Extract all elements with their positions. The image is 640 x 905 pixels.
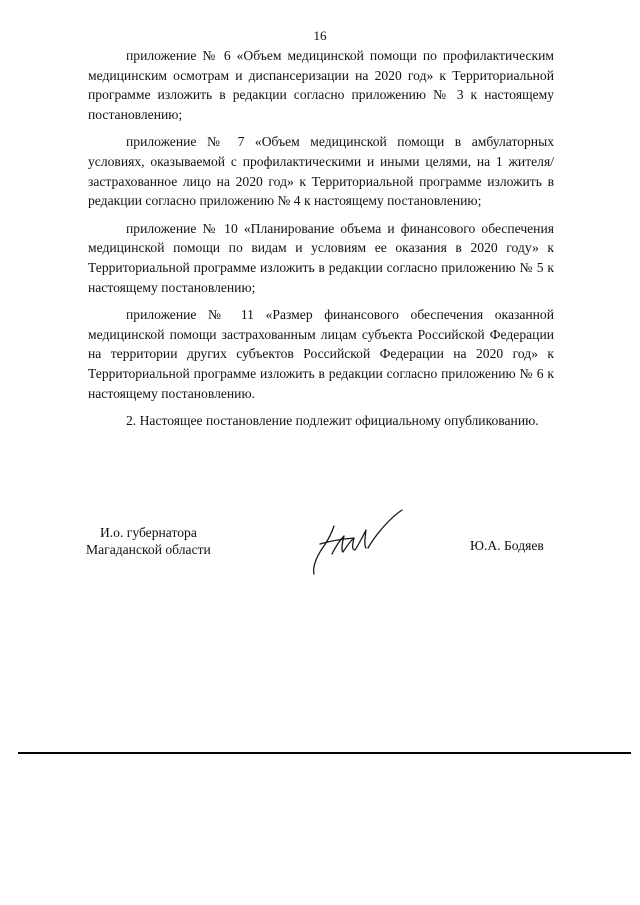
document-body (88, 46, 554, 439)
signatory-title (86, 524, 211, 558)
signatory-region: Магаданской области (86, 542, 211, 557)
bottom-divider (18, 752, 631, 754)
paragraph-publication: 2. Настоящее постановление подлежит официальному опубликованию. (126, 413, 539, 429)
paragraph-appendix-11: приложение № 11 «Размер финансового обеспечения оказанной медицинской помощи застрахованным лицам субъекта Российской Федерации на территории других субъектов Российской Федерации на 2020 год» к Территориальной программе изложить в редакции согласно приложению № 6 к настоящему постановлению. (88, 307, 554, 401)
paragraph-appendix-10: приложение № 10 «Планирование объема и финансового обеспечения медицинской помощи по видам и условиям ее оказания в 2020 году» к Территориальной программе изложить в редакции согласно приложению № 5 к настоящему постановлению; (88, 220, 554, 295)
paragraph-appendix-7: приложение № 7 «Объем медицинской помощи в амбулаторных условиях, оказываемой с профилактическими и иными целями, на 1 жителя/застрахованное лицо на 2020 год» к Территориальной программе изложить в редакции согласно приложению № 4 к настоящему постановлению; (88, 134, 554, 209)
signatory-role: И.о. губернатора (99, 525, 197, 540)
page-number: 16 (313, 28, 327, 43)
signatory-name: Ю.А. Бодяев (470, 538, 544, 553)
paragraph-appendix-6: приложение № 6 «Объем медицинской помощи по профилактическим медицинским осмотрам и диспансеризации на 2020 год» к Территориальной программе изложить в редакции согласно приложению № 3 к настоящему постановлению; (88, 48, 554, 122)
handwritten-signature (306, 508, 406, 578)
